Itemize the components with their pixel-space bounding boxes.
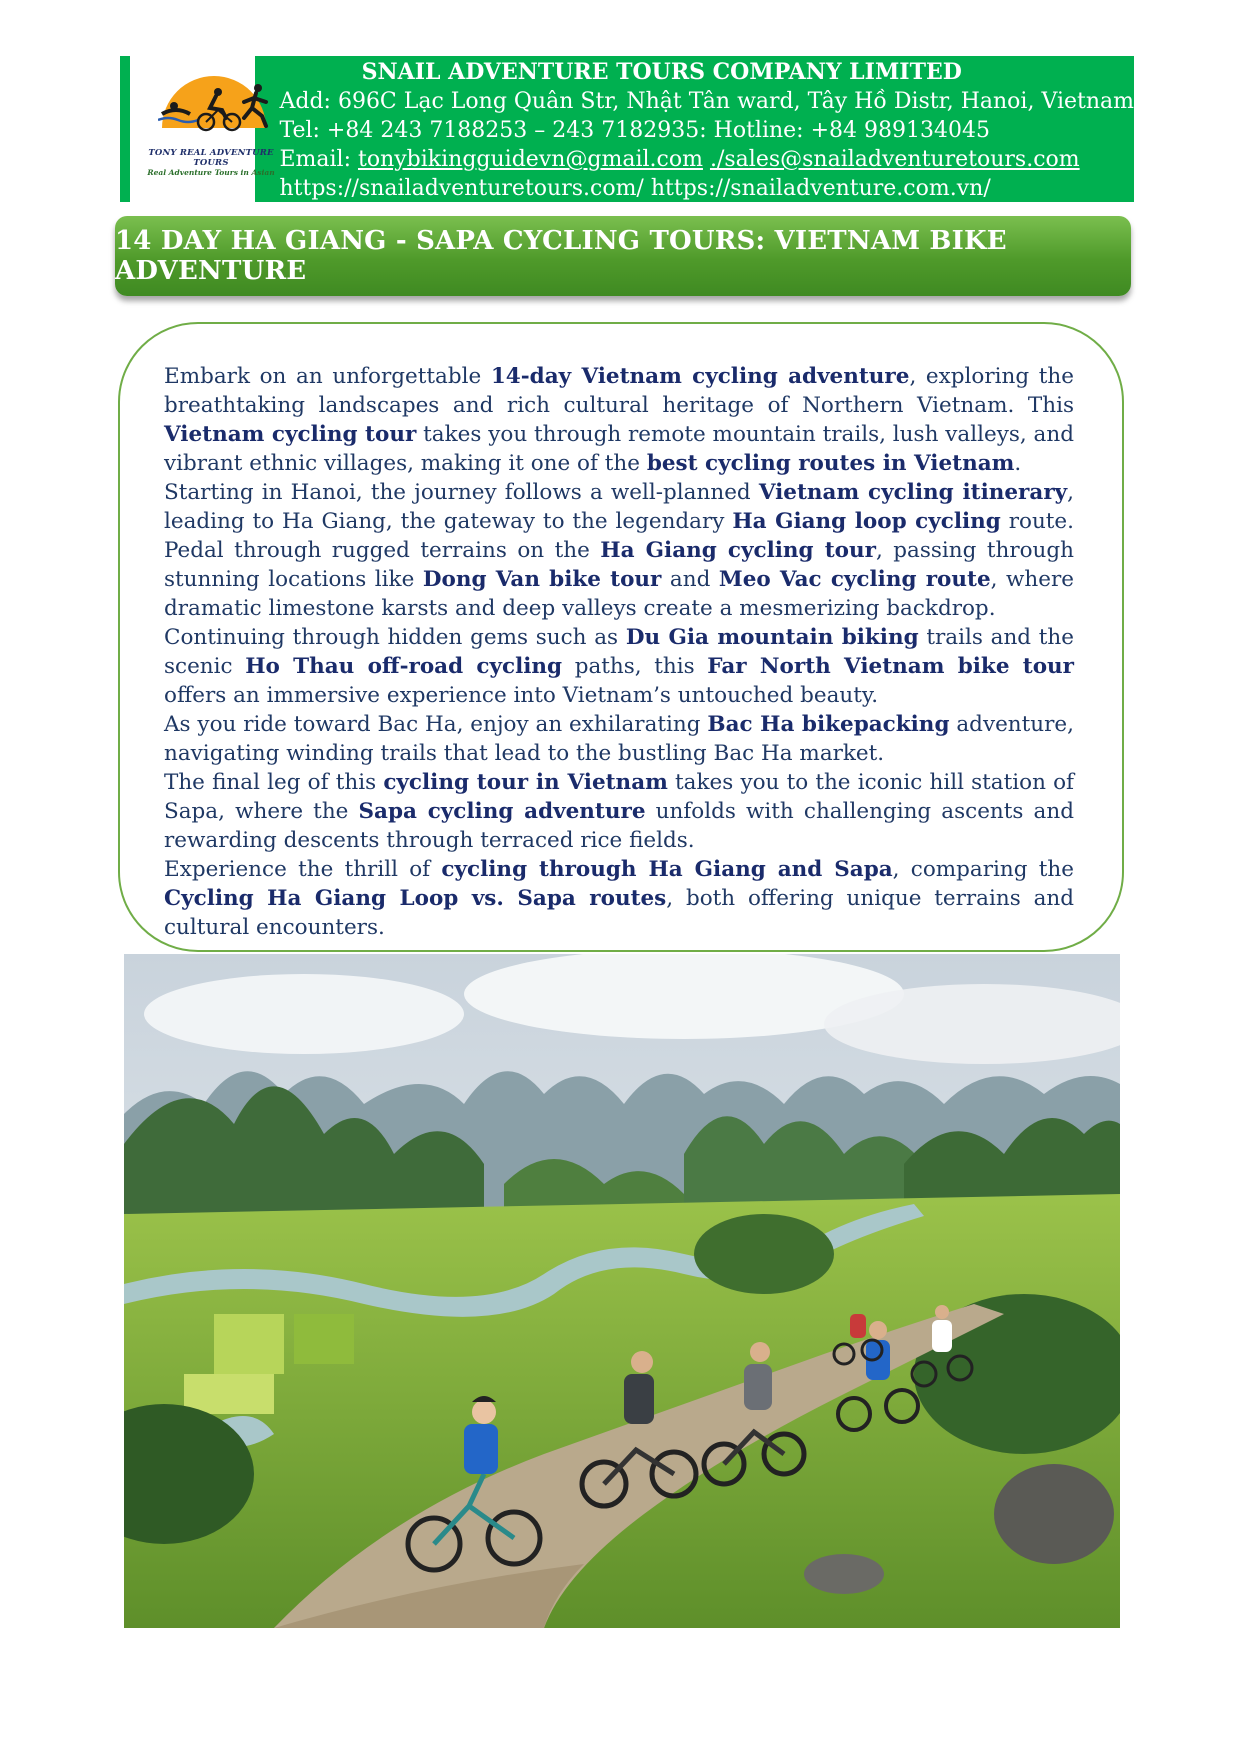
logo-tagline: Real Adventure Tours in Asian bbox=[147, 168, 275, 177]
keyword: cycling tour in Vietnam bbox=[383, 770, 668, 795]
keyword: best cycling routes in Vietnam bbox=[646, 451, 1015, 476]
text-run: , passing through stunning locations like bbox=[164, 538, 1075, 592]
intro-text bbox=[164, 362, 1074, 942]
intro-paragraph bbox=[164, 623, 1074, 710]
keyword: Meo Vac cycling route bbox=[718, 567, 991, 592]
intro-paragraph bbox=[164, 855, 1074, 942]
email-label: Email: bbox=[279, 147, 358, 172]
company-phone: Tel: +84 243 7188253 – 243 7182935: Hotline: +84 989134045 bbox=[279, 118, 990, 143]
keyword: Far North Vietnam bike tour bbox=[707, 654, 1074, 679]
keyword: Ha Giang cycling tour bbox=[600, 538, 876, 563]
company-websites[interactable]: https://snailadventuretours.com/ https://snailadventure.com.vn/ bbox=[279, 176, 991, 201]
company-email bbox=[279, 145, 1134, 174]
text-run: , both offering unique terrains and cultural encounters. bbox=[164, 886, 1074, 940]
keyword: Ha Giang loop cycling bbox=[732, 509, 1001, 534]
keyword: Cycling Ha Giang Loop vs. Sapa routes bbox=[164, 886, 667, 911]
keyword: Sapa cycling adventure bbox=[358, 799, 646, 824]
company-address: Add: 696C Lạc Long Quân Str, Nhật Tân ward, Tây Hồ Distr, Hanoi, Vietnam bbox=[279, 89, 1134, 114]
logo-name: TONY REAL ADVENTURE TOURS bbox=[148, 148, 274, 168]
text-run: adventure, navigating winding trails that lead to the bustling Bac Ha market. bbox=[164, 712, 1074, 766]
company-logo bbox=[130, 56, 275, 202]
logo-athletes-icon bbox=[158, 78, 274, 140]
email-link-1[interactable]: tonybikingguidevn@gmail.com bbox=[358, 147, 703, 172]
intro-paragraph bbox=[164, 710, 1074, 768]
company-name: SNAIL ADVENTURE TOURS COMPANY LIMITED bbox=[361, 59, 962, 85]
text-run: , leading to Ha Giang, the gateway to the legendary bbox=[164, 480, 1074, 534]
landscape-illustration bbox=[124, 954, 1120, 1628]
text-run: . bbox=[1014, 451, 1022, 476]
text-run: trails and the scenic bbox=[164, 625, 1074, 679]
keyword: Dong Van bike tour bbox=[422, 567, 662, 592]
text-run: unfolds with challenging ascents and rewarding descents through terraced rice fields. bbox=[164, 799, 1074, 853]
company-info bbox=[255, 56, 1134, 202]
text-run: Embark on an unforgettable bbox=[164, 364, 491, 389]
intro-paragraph bbox=[164, 768, 1074, 855]
title-banner bbox=[115, 216, 1131, 296]
text-run: The final leg of this bbox=[164, 770, 384, 795]
text-run: Experience the thrill of bbox=[164, 857, 442, 882]
cycling-landscape-photo bbox=[124, 954, 1120, 1628]
keyword: Ho Thau off-road cycling bbox=[245, 654, 563, 679]
text-run: Starting in Hanoi, the journey follows a well-planned bbox=[164, 480, 759, 505]
keyword: Du Gia mountain biking bbox=[625, 625, 919, 650]
email-separator bbox=[703, 147, 710, 172]
intro-paragraph bbox=[164, 478, 1074, 623]
text-run: takes you to the iconic hill station of Sapa, where the bbox=[164, 770, 1075, 824]
company-header bbox=[120, 56, 1134, 202]
text-run: takes you through remote mountain trails, lush valleys, and vibrant ethnic villages, making it one of the bbox=[164, 422, 1074, 476]
text-run: paths, this bbox=[562, 654, 708, 679]
text-run: and bbox=[661, 567, 719, 592]
keyword: 14-day Vietnam cycling adventure bbox=[490, 364, 910, 389]
text-run: offers an immersive experience into Vietnam’s untouched beauty. bbox=[164, 683, 879, 708]
text-run: As you ride toward Bac Ha, enjoy an exhilarating bbox=[164, 712, 708, 737]
keyword: cycling through Ha Giang and Sapa bbox=[441, 857, 893, 882]
intro-box bbox=[118, 322, 1124, 952]
text-run: , where dramatic limestone karsts and deep valleys create a mesmerizing backdrop. bbox=[164, 567, 1074, 621]
intro-paragraph bbox=[164, 362, 1074, 478]
page-title: 14 DAY HA GIANG - SAPA CYCLING TOURS: VIETNAM BIKE ADVENTURE bbox=[115, 226, 1007, 286]
keyword: Bac Ha bikepacking bbox=[707, 712, 950, 737]
text-run: Continuing through hidden gems such as bbox=[164, 625, 626, 650]
text-run: , exploring the breathtaking landscapes and rich cultural heritage of Northern Vietnam. This bbox=[164, 364, 1074, 418]
text-run: route. Pedal through rugged terrains on the bbox=[164, 509, 1074, 563]
text-run: , comparing the bbox=[892, 857, 1074, 882]
keyword: Vietnam cycling itinerary bbox=[758, 480, 1068, 505]
email-link-2[interactable]: ./sales@snailadventuretours.com bbox=[709, 147, 1080, 172]
keyword: Vietnam cycling tour bbox=[164, 422, 417, 447]
